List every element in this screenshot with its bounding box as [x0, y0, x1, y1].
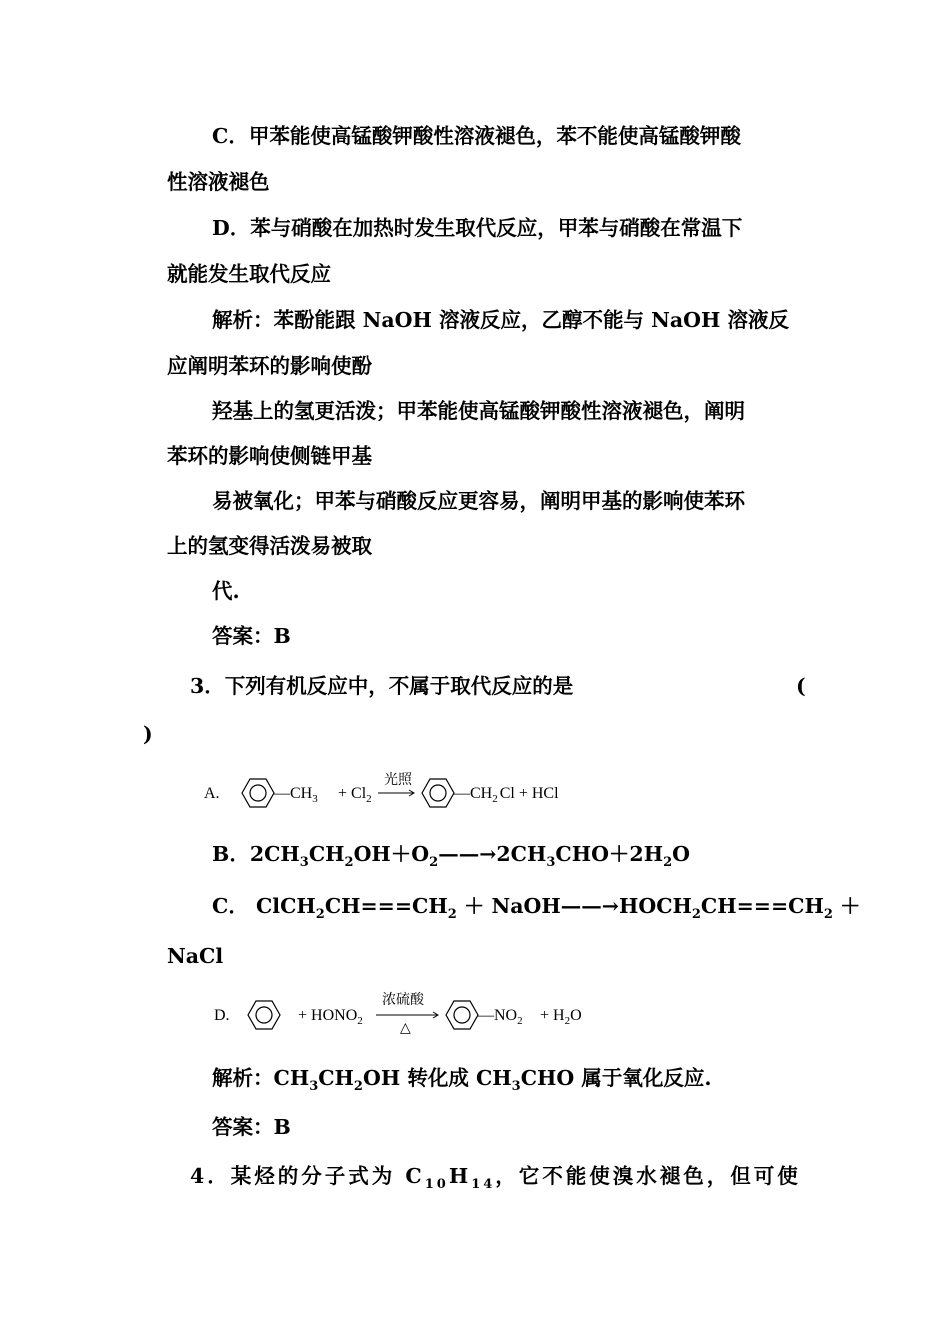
- option-d-label: D.: [214, 1007, 230, 1024]
- question-3: 3．下列有机反应中，不属于取代反应的是: [190, 674, 574, 698]
- explanation-line1: 解析：苯酚能跟 NaOH 溶液反应，乙醇不能与 NaOH 溶液反: [212, 308, 790, 332]
- option-a-equation: [200, 770, 600, 816]
- condition-light: 光照: [384, 773, 412, 788]
- option-c-reaction: C． $ClCH_2CH===CH_2$ ＋ $NaOH——\to HOCH_2CH===CH_2$ ＋: [212, 894, 861, 922]
- svg-text:+ Cl2: + $Cl_2$: [338, 785, 372, 805]
- explanation-line3: 羟基上的氢更活泼；甲苯能使高锰酸钾酸性溶液褪色，阐明: [212, 399, 745, 423]
- condition-acid: 浓硫酸: [382, 993, 424, 1008]
- explanation-line6: 上的氢变得活泼易被取: [167, 534, 372, 558]
- option-d-line2: 就能发生取代反应: [167, 262, 331, 286]
- option-c-line2: 性溶液褪色: [167, 170, 270, 194]
- benzene-ring-icon: [446, 1001, 478, 1029]
- option-a-label: A.: [204, 785, 220, 802]
- explanation-line5: 易被氧化；甲苯与硝酸反应更容易，阐明甲基的影响使苯环: [212, 489, 745, 513]
- svg-text:—NO2: $—NO_2$: [478, 1007, 523, 1027]
- explanation-q3: 解析：$CH_3CH_2OH$ 转化成 $CH_3CHO$ 属于氧化反应.: [212, 1066, 712, 1094]
- benzene-ring-icon: [422, 779, 454, 807]
- explanation-line2: 应阐明苯环的影响使酚: [167, 354, 372, 378]
- option-d-equation: [200, 990, 620, 1042]
- question-4: 4．某烃的分子式为 $C_{10}H_{14}$，它不能使溴水褪色，但可使: [190, 1164, 801, 1192]
- benzene-ring-icon: [242, 779, 274, 807]
- answer-q2: 答案：B: [212, 624, 291, 648]
- explanation-line7: 代.: [212, 579, 240, 603]
- paren-close: ): [143, 722, 153, 746]
- svg-text:+ HONO2: + $HONO_2$: [298, 1007, 363, 1027]
- explanation-line4: 苯环的影响使侧链甲基: [167, 444, 372, 468]
- option-d-line1: D．苯与硝酸在加热时发生取代反应，甲苯与硝酸在常温下: [212, 216, 743, 240]
- svg-text:—CH3: $—CH_3$: [274, 785, 318, 805]
- option-c-tail: NaCl: [167, 944, 224, 968]
- svg-text:—CH2Cl + HCl: $—CH_2$ Cl + HCl: [454, 785, 559, 805]
- option-b: B．$2CH_3CH_2OH+O_2——\to 2CH_3CHO+2H_2O$: [212, 842, 690, 870]
- svg-text:+ H2O: + $H_2O$: [540, 1007, 582, 1027]
- answer-q3: 答案：B: [212, 1115, 291, 1139]
- option-c-line1: C．甲苯能使高锰酸钾酸性溶液褪色，苯不能使高锰酸钾酸: [212, 124, 741, 148]
- benzene-ring-icon: [248, 1001, 280, 1029]
- heat-symbol: △: [400, 1021, 411, 1036]
- paren-open: (: [796, 674, 806, 698]
